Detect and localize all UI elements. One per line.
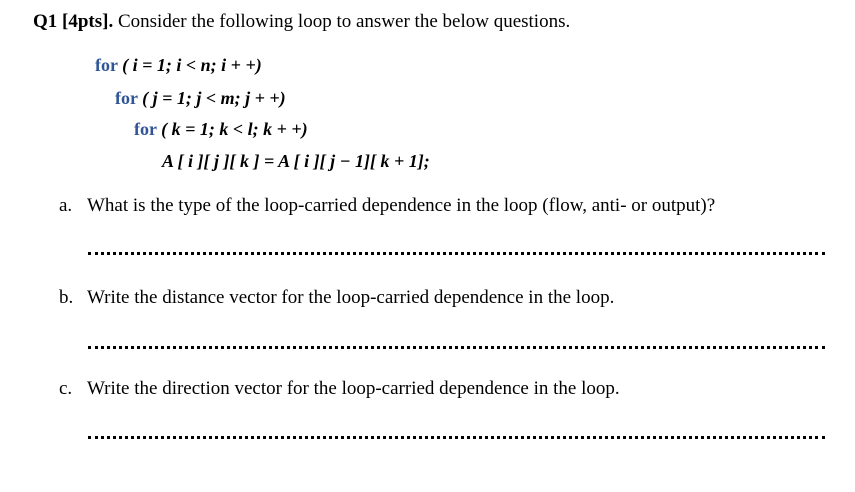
answer-line-b[interactable] xyxy=(88,346,825,349)
subquestion-letter: a. xyxy=(59,195,73,216)
subquestion-text: Write the direction vector for the loop-carried dependence in the loop. xyxy=(87,378,620,399)
question-header xyxy=(33,10,570,34)
code-keyword-for: for xyxy=(95,55,118,75)
question-number: Q1 xyxy=(33,11,58,32)
code-keyword-for: for xyxy=(134,119,157,139)
code-line-middle-loop xyxy=(115,87,286,109)
subquestion-b xyxy=(59,286,614,310)
answer-line-c[interactable] xyxy=(88,436,825,439)
code-loop-header: ( k = 1; k < l; k + +) xyxy=(161,119,308,139)
subquestion-letter: c. xyxy=(59,378,73,399)
subquestion-a xyxy=(59,194,715,218)
subquestion-letter: b. xyxy=(59,287,74,308)
subquestion-c xyxy=(59,377,620,401)
subquestion-text: What is the type of the loop-carried dependence in the loop (flow, anti- or output)? xyxy=(87,195,716,216)
code-line-inner-loop xyxy=(134,118,308,140)
subquestion-text: Write the distance vector for the loop-carried dependence in the loop. xyxy=(87,287,615,308)
code-loop-header: ( j = 1; j < m; j + +) xyxy=(142,88,286,108)
code-keyword-for: for xyxy=(115,88,138,108)
code-loop-header: ( i = 1; i < n; i + +) xyxy=(122,55,262,75)
code-line-statement xyxy=(162,150,430,172)
question-intro: Consider the following loop to answer the below questions. xyxy=(117,11,571,32)
code-assignment: A [ i ][ j ][ k ] = A [ i ][ j − 1][ k + 1]; xyxy=(162,151,430,171)
answer-line-a[interactable] xyxy=(88,252,825,255)
code-line-outer-loop xyxy=(95,54,262,76)
question-points: [4pts]. xyxy=(62,11,114,32)
